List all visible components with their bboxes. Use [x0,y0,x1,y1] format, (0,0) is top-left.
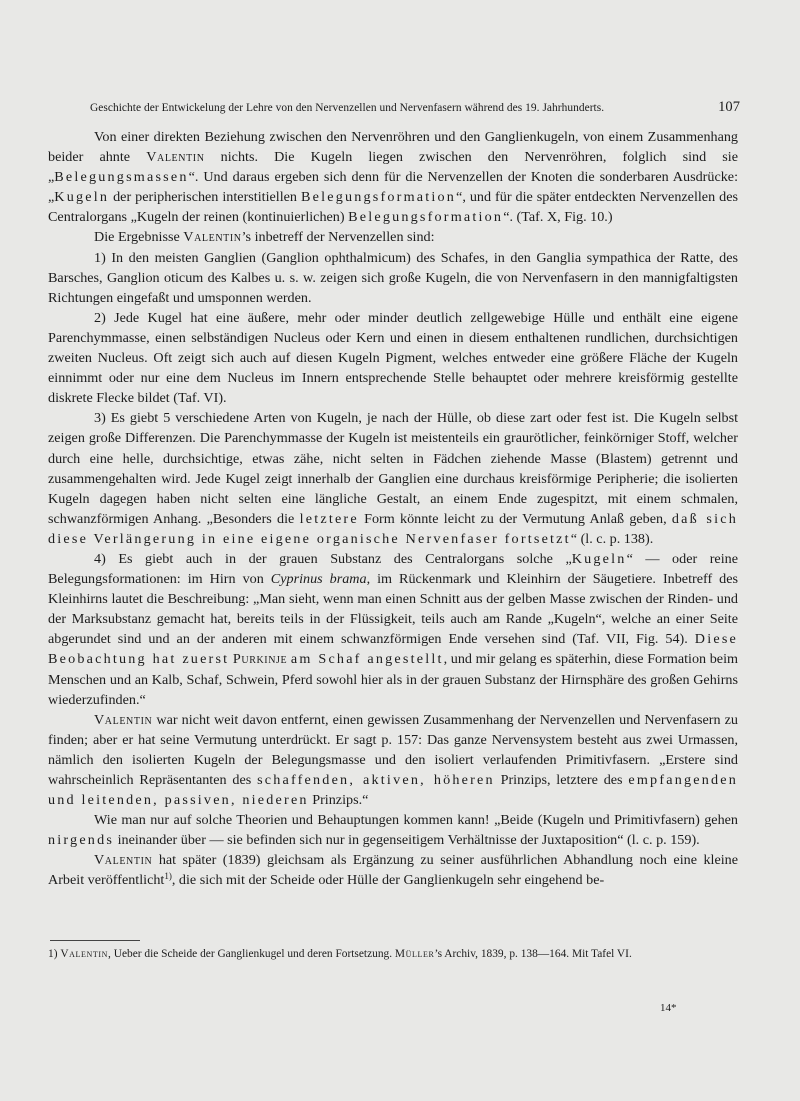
author-name: Purkinje [232,651,288,668]
spaced-emphasis: schaffenden, aktiven, höheren [257,772,495,788]
text-run: ’s inbetreff der Nervenzellen sind: [241,229,435,246]
paragraph-6 [48,549,738,710]
signature-mark: 14* [660,1002,677,1014]
author-name: Valentin [94,711,153,728]
author-name: Valentin [183,229,242,246]
page-number: 107 [718,99,740,115]
paragraph-8 [48,810,738,850]
text-run: “, und für die später entdeckten Nervenzellen des Centralorgans „Kugeln der reinen (kontinuierlichen) [48,189,738,226]
spaced-emphasis: Belegungsmassen [54,169,189,186]
text-run: Form könnte leicht zu der Vermutung Anlaß geben, [358,510,672,527]
paragraph-2 [48,227,738,247]
text-run: Prinzips, letztere des [494,772,629,788]
spaced-emphasis: nirgends [48,832,115,849]
text-run: 4) Es giebt auch in der grauen Substanz des Centralorgans solche „ [94,550,572,567]
text-run: “ — oder reine Belegungsformationen: im Hirn von [48,550,738,588]
spaced-emphasis: Belegungsformation [348,209,504,226]
paragraph-4: 2) Jede Kugel hat eine äußere, mehr oder minder deutlich zellgewebige Hülle und enthält eine eigene Parenchymmasse, einen selbständigen Nucleus oder Kern und einen in diesem enthaltenen rundlichen, durchsichtigen zweiten Nucleus. Oft zeigt sich auch auf diesen Kugeln Pigment, welches entweder eine größere Fläche der Kugeln einnimmt oder nur eine dem Nucleus im Innern entsprechende Stelle behauptet oder mehrere kreisförmig gestellte diskrete Flecke bildet (Taf. VI). [48,309,738,407]
footnote [48,946,738,962]
spaced-emphasis: Diese Beobachtung hat zuerst [48,631,738,668]
paragraph-9 [48,850,738,890]
author-name: Valentin [60,948,109,960]
text-run: war nicht weit davon entfernt, einen gewissen Zusammenhang der Nervenzellen und Nervenfasern zu finden; aber er hat seine Vermutung unterdrückt. Er sagt p. 157: Das ganze Nervensystem besteht aus zwei Urmassen, nämlich den isolierten Kugeln der Belegungsmasse und den isoliert verlaufenden Primitivfasern. „Erstere sind wahrscheinlich Repräsentanten des [48,711,738,788]
text-run: Prinzips.“ [308,792,369,809]
body-text [48,127,738,891]
text-run: “. Und daraus ergeben sich denn für die Nervenzellen der Knoten die sonderbaren Ausdrücke: „ [48,169,738,206]
text-run: , und mir gelang es späterhin, diese Formation beim Menschen und an Kalb, Schaf, Schwein, Pferd sowohl hier als in der grauen Substanz der Hirnsphäre des großen Gehirns wiederzufinden.“ [48,651,739,708]
text-run: 3) Es giebt 5 verschiedene Arten von Kugeln, je nach der Hülle, ob diese zart oder fest ist. Die Kugeln selbst zeigen große Differenzen. Die Parenchymmasse der Kugeln ist meistenteils ein graurötlicher, feinkörniger Stoff, welcher durch eine helle, durchsichtige, etwas zähe, nicht selten in Fädchen ziehende Masse (Blastem) getrennt und zusammengehalten wird. Jede Kugel zeigt innerhalb der Ganglien eine durchaus kreisförmige Peripherie; die isolierten Kugeln dagegen haben nicht selten eine längliche Gestalt, an einem Ende zugespitzt, mit einem schmalen, schwanzförmigen Anhang. „Besonders die [48,410,738,527]
spaced-emphasis: empfangenden und leitenden, passiven, niederen [48,772,739,809]
species-name: Cyprinus brama [270,571,367,588]
spaced-emphasis: Kugeln [54,189,110,206]
spaced-emphasis: Belegungsformation [300,189,457,206]
author-name: Valentin [94,852,153,869]
paragraph-1 [48,127,738,227]
text-run: “ (l. c. p. 138). [570,530,654,547]
text-run: ’s Archiv, 1839, p. 138—164. Mit Tafel VI. [434,948,632,960]
text-run: der peripherischen interstitiellen [109,189,301,206]
text-run: “. (Taf. X, Fig. 10.) [503,209,613,226]
author-name: Valentin [146,149,205,166]
footnote-divider [50,940,140,941]
text-run: , Ueber die Scheide der Ganglienkugel und deren Fortsetzung. [108,948,395,960]
paragraph-7 [48,710,738,810]
footnote-marker: 1) [48,948,61,960]
text-run: hat später (1839) gleichsam als Ergänzung zu seiner ausführlichen Abhandlung noch eine kleine Arbeit veröffentlicht [48,852,738,889]
paragraph-3: 1) In den meisten Ganglien (Ganglion ophthalmicum) des Schafes, in den Ganglia sympathica der Ratte, des Barsches, Ganglion oticum des Kalbes u. s. w. zeigen sich große Kugeln, die von Nervenfasern in den mannigfaltigsten Richtungen eingefaßt und umsponnen werden. [48,249,738,306]
spaced-emphasis: am Schaf angestellt [290,651,444,668]
text-run: , im Rückenmark und Kleinhirn der Säugetiere. Inbetreff des Kleinhirns lautet die Beschreibung: „Man sieht, wenn man einen Schnitt aus der gelben Masse zwischen der Rinden- und der Marksubstanz gemacht hat, bereits teils in der Flüssigkeit, teils auch am Rande „Kugeln“, welche an einer Seite abgerundet sind und an der anderen mit einem schwanzförmigen Ende versehen sind (Taf. VII, Fig. 54). [48,571,738,648]
spaced-emphasis: letztere [299,510,359,527]
running-header [90,99,740,116]
text-run: Die Ergebnisse [94,229,184,246]
spaced-emphasis: daß sich diese Verlängerung in eine eigene organische Nervenfaser fortsetzt [48,510,738,547]
text-run: nichts. Die Kugeln liegen zwischen den Nervenröhren, folglich sind sie „ [48,149,738,186]
text-run: Von einer direkten Beziehung zwischen den Nervenröhren und den Ganglienkugeln, von einem Zusammenhang beider ahnte [48,129,738,166]
text-run: , die sich mit der Scheide oder Hülle der Ganglienkugeln sehr eingehend be- [171,872,605,889]
footnote-reference: 1) [164,871,172,882]
text-run: Wie man nur auf solche Theorien und Behauptungen kommen kann! „Beide (Kugeln und Primitivfasern) gehen [94,812,738,829]
running-title: Geschichte der Entwickelung der Lehre von den Nervenzellen und Nervenfasern während des 19. Jahrhunderts. [90,102,605,114]
text-run: ineinander über — sie befinden sich nur in gegenseitigem Verhältnisse der Juxtaposition“ (l. c. p. 159). [114,832,700,849]
paragraph-5 [48,408,738,549]
spaced-emphasis: Kugeln [571,550,627,567]
author-name: Müller [394,948,435,960]
